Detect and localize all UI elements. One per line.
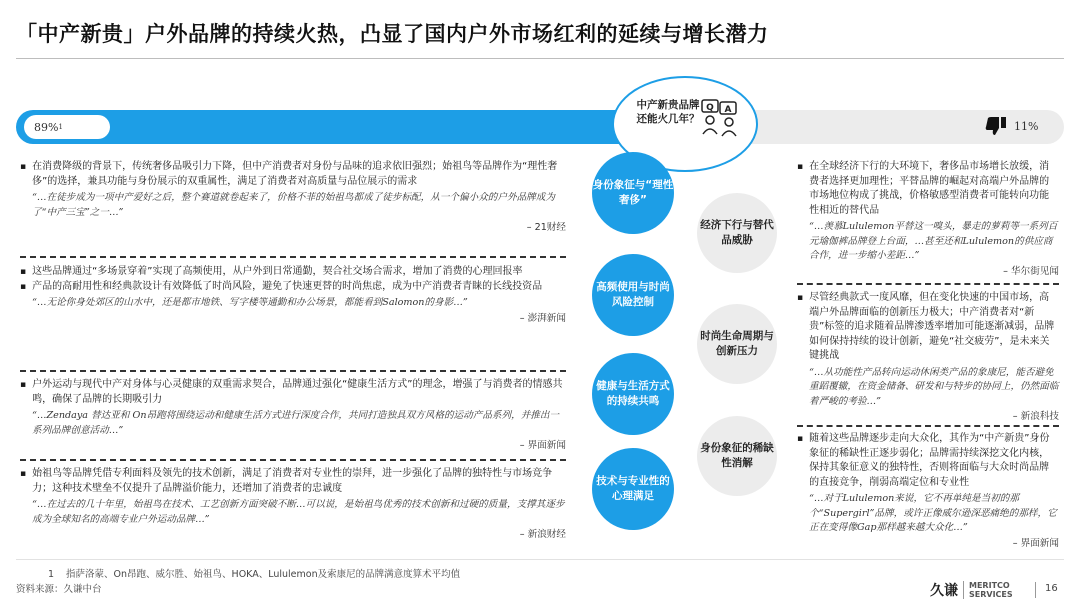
quote: “…羡慕Lululemon平替这一嗅头，暴走的萝莉等一系列百元瑜伽裤品牌登上台面，…甚至还和Lululemon的供应商合作，进一步缩小差距…” [809,221,1058,261]
gray-circle-economy: 经济下行与替代品威胁 [697,193,777,273]
footnote-number: 1 [48,569,55,580]
divider [20,370,566,372]
bullet: ▪ 尽管经典款式一度风靡，但在变化快速的中国市场，高端户外品牌面临的创新压力极大；中产消费者对“新贵”标签的追求随着品牌渗透率增加可能逐渐减弱，品牌如何保持持续的设计创新，避免“社交疲劳”，是未来关键挑战 [797,291,1059,364]
divider [797,283,1059,285]
poll-question: 中产新贵品牌还能火几年？ [636,99,700,125]
source: – 界面新闻 [519,440,566,451]
svg-text:A: A [724,105,732,115]
divider [20,256,566,258]
logo-en-line2: SERVICES [969,590,1013,599]
blue-circle-tech-professional: 技术与专业性的心理满足 [592,448,674,530]
right-block-2 [797,291,1059,425]
right-block-1 [797,160,1059,279]
blue-circle-frequent-use: 高频使用与时尚风险控制 [592,254,674,336]
left-block-1 [20,160,566,236]
footnote-text: 指萨洛蒙、On昂跑、威尔胜、始祖鸟、HOKA、Lululemon及索康尼的品牌满意度算术平均值 [66,569,461,580]
source: – 华尔街见闻 [1003,265,1059,277]
company-logo [930,580,1013,600]
source: – 新浪财经 [519,529,566,540]
source: – 澎湃新闻 [519,312,566,324]
logo-english [969,581,1013,599]
page-number: 16 [1045,583,1058,594]
divider [20,459,566,461]
thumbs-down-icon [985,116,1007,136]
yes-percentage: 89% [34,120,59,134]
source: – 21财经 [526,222,566,233]
left-block-2 [20,265,566,326]
bullet: ▪ 在全球经济下行的大环境下，奢侈品市场增长放缓，消费者选择更加理性；平替品牌的崛起对高端户外品牌的市场地位构成了挑战，价格敏感型消费者可能转向功能性相近的替代品 [797,160,1059,218]
logo-separator [963,581,964,599]
blue-circle-status-luxury: 身份象征与“理性奢侈” [592,152,674,234]
qa-chat-icon [700,98,740,138]
bullet: ▪ 产品的高耐用性和经典款设计有效降低了时尚风险，避免了快速更替的时尚焦虑，成为中产消费者青睐的长线投资品 [20,280,566,295]
page-title: 「中产新贵」户外品牌的持续火热，凸显了国内户外市场红利的延续与增长潜力 [16,22,769,46]
blue-circle-health-lifestyle: 健康与生活方式的持续共鸣 [592,353,674,435]
yes-footnote-mark: 1 [58,123,63,131]
no-percentage: 11% [1014,120,1039,133]
quote: “…对于Lululemon来说，它不再单纯是当初的那个“Supergirl”品牌，或许正像威尔逊深恶痛绝的那样，它正在变得像Gap那样越来越大众化…” [809,493,1057,533]
footnote [48,566,460,580]
logo-en-line1: MERITCO [969,581,1010,590]
quote: “…无论你身处郊区的山水中，还是都市地铁、写字楼等通勤和办公场景，都能看到Salomon的身影…” [32,297,468,308]
footer-divider [16,559,1064,560]
logo-chinese: 久谦 [930,583,958,599]
title-divider [16,58,1064,59]
bullet: ▪ 始祖鸟等品牌凭借专利面料及领先的技术创新，满足了消费者对专业性的崇拜，进一步强化了品牌的独特性与市场竞争力；这种技术壁垒不仅提升了品牌溢价能力，还增加了消费者的忠诚度 [20,467,566,496]
data-source: 资料来源：久谦中台 [16,584,102,595]
quote: “…在徒步成为一项中产爱好之后，整个赛道就卷起来了，价格不菲的始祖鸟都成了徒步标配，从一个偏小众的户外品牌成为了“中产三宝”之一…” [32,192,555,218]
gray-circle-scarcity: 身份象征的稀缺性消解 [697,416,777,496]
left-block-3 [20,378,566,454]
right-block-3 [797,432,1059,551]
divider [797,425,1059,427]
svg-text:Q: Q [706,103,714,113]
thumbs-up-icon [76,118,98,138]
source: – 界面新闻 [1012,537,1059,549]
bullet: ▪ 户外运动与现代中产对身体与心灵健康的双重需求契合，品牌通过强化“健康生活方式”的理念，增强了与消费者的情感共鸣，确保了品牌的长期吸引力 [20,378,566,407]
source: – 新浪科技 [1012,411,1059,422]
quote: “…Zendaya 替达亚和 On昂跑将围绕运动和健康生活方式进行深度合作，共同打造独具双方风格的运动产品系列，并推出一系列品牌创意活动…” [32,410,560,436]
bullet: ▪ 这些品牌通过“多场景穿着”实现了高频使用，从户外到日常通勤，契合社交场合需求，增加了消费的心理回报率 [20,265,566,280]
page-separator [1035,582,1036,598]
bullet: ▪ 随着这些品牌逐步走向大众化，其作为“中产新贵”身份象征的稀缺性正逐步弱化；品牌需持续深挖文化内核，保持其象征意义的独特性，否则将面临与大众时尚品牌的直接竞争，削弱高端定位和专业性 [797,432,1059,490]
bullet: ▪ 在消费降级的背景下，传统奢侈品吸引力下降，但中产消费者对身份与品味的追求依旧强烈；始祖鸟等品牌作为“理性奢侈”的选择，兼具功能与身份展示的双重属性，满足了消费者对高质量与品位展示的需求 [20,160,566,189]
left-block-4 [20,467,566,543]
quote: “…从功能性产品转向运动休闲类产品的象康尼，能否避免重蹈覆辙，在资金储备、研发和与特步的协同上，仍然面临着严峻的考验…” [809,366,1059,407]
gray-circle-fashion-cycle: 时尚生命周期与创新压力 [697,304,777,384]
quote: “…在过去的几十年里，始祖鸟在技术、工艺创新方面突破不断…可以说，是始祖鸟优秀的技术创新和过硬的质量，支撑其逐步成为全球知名的高端专业户外运动品牌…” [32,499,565,525]
